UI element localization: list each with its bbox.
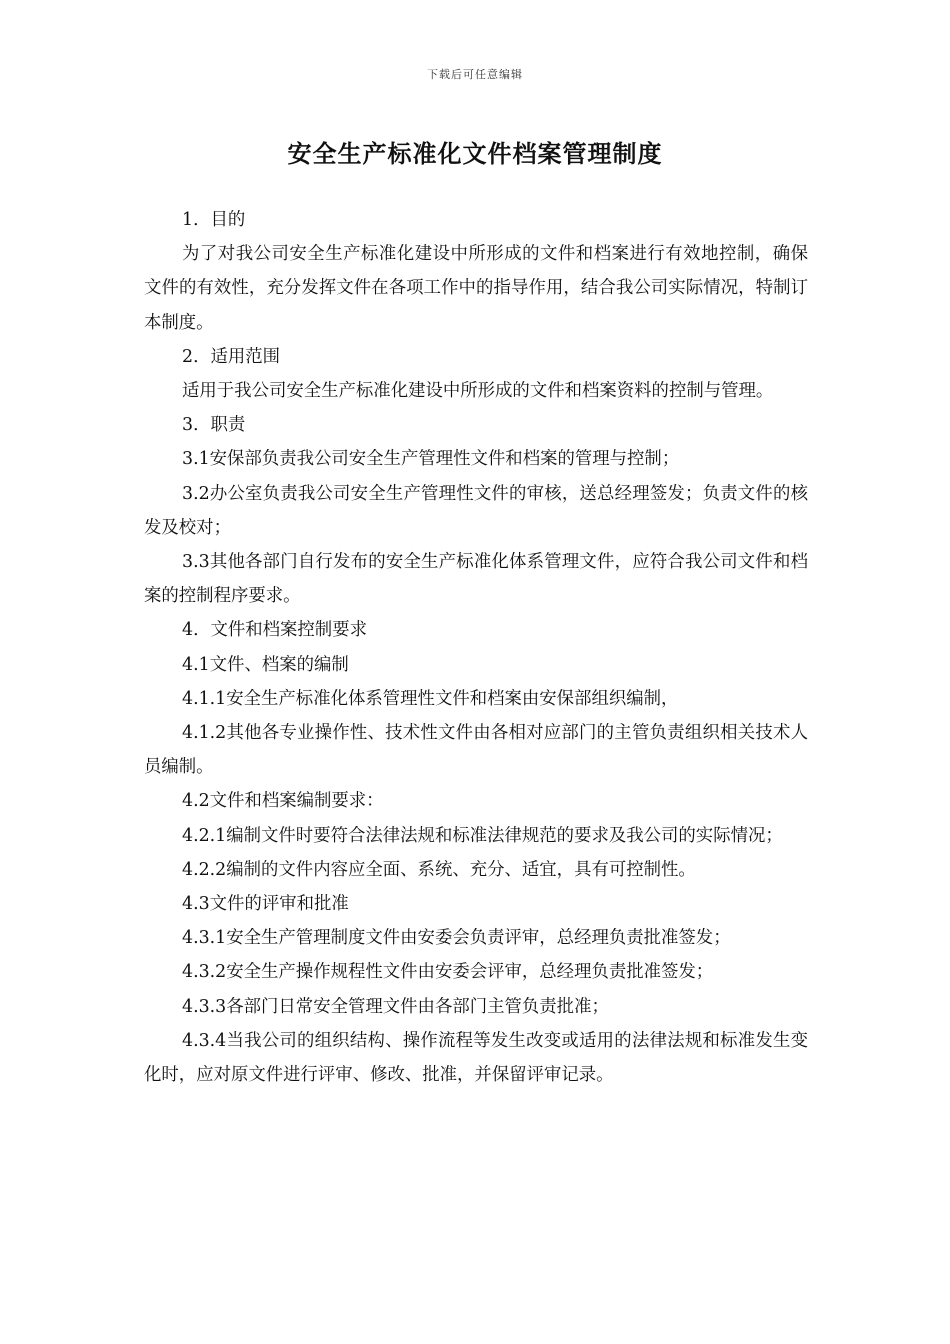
paragraph: 4.1文件、档案的编制 — [182, 654, 349, 675]
header-note: 下载后可任意编辑 — [427, 68, 523, 81]
paragraph: 4.1.2其他各专业操作性、技术性文件由各相对应部门的主管负责组织相关技术人员编制。 — [144, 723, 808, 778]
paragraph: 4.1.1安全生产标准化体系管理性文件和档案由安保部组织编制， — [182, 688, 679, 709]
paragraph: 3.1安保部负责我公司安全生产管理性文件和档案的管理与控制； — [182, 449, 680, 470]
paragraph: 3.3其他各部门自行发布的安全生产标准化体系管理文件，应符合我公司文件和档案的控制程序要求。 — [144, 552, 808, 607]
document-body — [144, 203, 808, 1092]
paragraph: 适用于我公司安全生产标准化建设中所形成的文件和档案资料的控制与管理。 — [182, 381, 774, 402]
paragraph: 1．目的 — [182, 210, 246, 230]
paragraph: 4.3.1安全生产管理制度文件由安委会负责评审，总经理负责批准签发； — [182, 928, 731, 949]
paragraph: 4.3文件的评审和批准 — [182, 894, 349, 915]
paragraph: 为了对我公司安全生产标准化建设中所形成的文件和档案进行有效地控制，确保文件的有效性，充分发挥文件在各项工作中的指导作用，结合我公司实际情况，特制订本制度。 — [144, 244, 808, 333]
paragraph: 4.2.1编制文件时要符合法律法规和标准法律规范的要求及我公司的实际情况； — [182, 825, 783, 846]
paragraph: 4.3.3各部门日常安全管理文件由各部门主管负责批准； — [182, 996, 609, 1017]
paragraph: 4.2.2编制的文件内容应全面、系统、充分、适宜，具有可控制性。 — [182, 859, 696, 880]
paragraph: 3.2办公室负责我公司安全生产管理性文件的审核，送总经理签发；负责文件的核发及校对； — [144, 483, 808, 538]
paragraph: 2．适用范围 — [182, 346, 281, 367]
paragraph: 4.3.2安全生产操作规程性文件由安委会评审，总经理负责批准签发； — [182, 962, 714, 983]
paragraph: 4．文件和档案控制要求 — [182, 620, 367, 641]
document-title: 安全生产标准化文件档案管理制度 — [287, 139, 663, 168]
paragraph: 4.2文件和档案编制要求： — [182, 791, 384, 812]
paragraph: 3．职责 — [182, 415, 246, 436]
paragraph: 4.3.4当我公司的组织结构、操作流程等发生改变或适用的法律法规和标准发生变化时，应对原文件进行评审、修改、批准，并保留评审记录。 — [144, 1030, 808, 1086]
